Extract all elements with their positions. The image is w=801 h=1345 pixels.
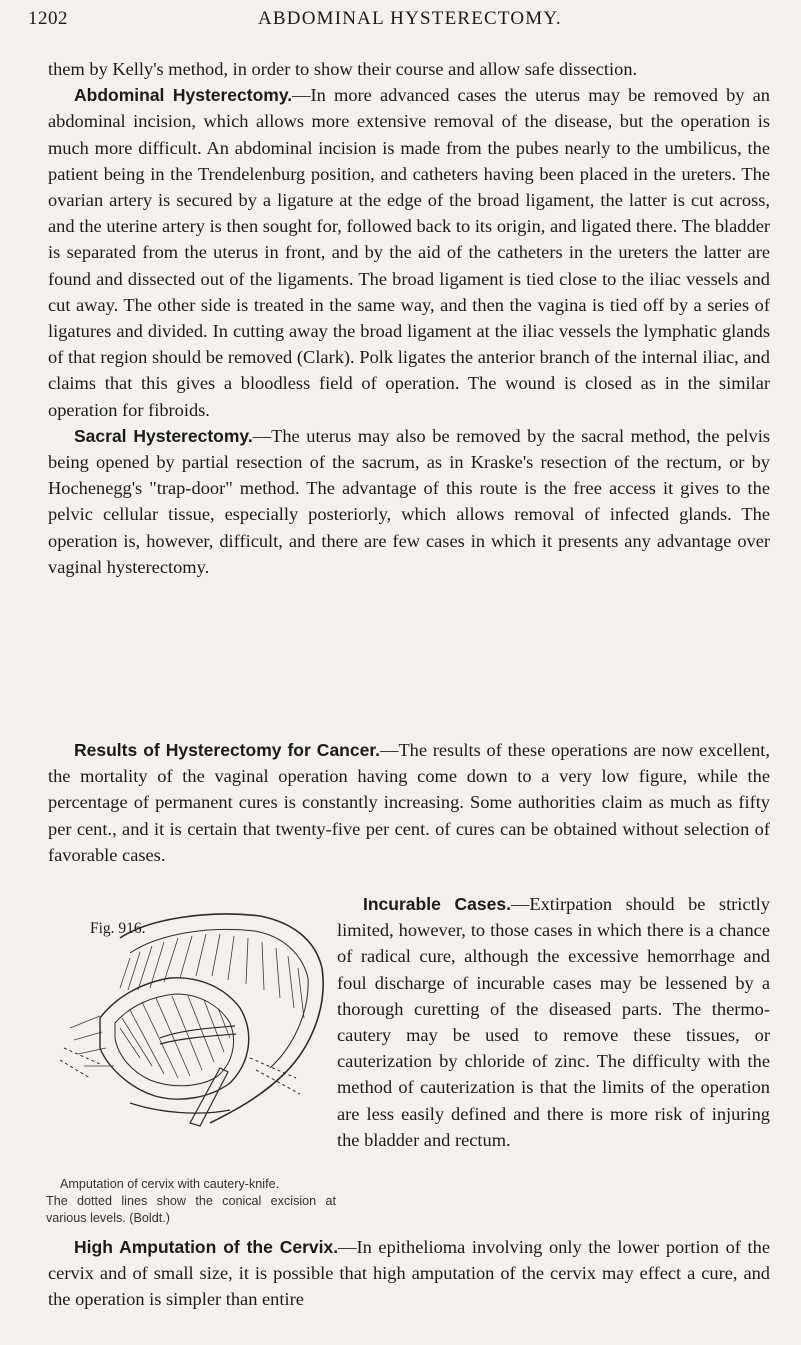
- running-title: ABDOMINAL HYSTERECTOMY.: [258, 8, 562, 29]
- cervix-amputation-engraving: [60, 898, 336, 1128]
- heading-results: Results of Hysterectomy for Cancer.: [74, 740, 381, 760]
- figure-caption: [46, 1176, 336, 1227]
- page-number: 1202: [28, 8, 68, 29]
- main-text-beside-figure: [337, 891, 770, 1153]
- heading-sacral: Sacral Hysterectomy.: [74, 425, 253, 446]
- main-text-results: [48, 737, 770, 889]
- caption-line-1: Amputation of cervix with cautery-knife.: [60, 1177, 280, 1191]
- paragraph-results: [48, 737, 770, 889]
- heading-incurable: Incurable Cases.: [363, 894, 511, 914]
- text-abdominal: —In more advanced cases the uterus may be removed by an abdominal incision, which allows more extensive removal of the disease, but the operation is much more difficult. An abdominal incision is made from the pubes nearly to the umbilicus, the patient being in the Trendelenburg position, and catheters having been placed in the ureters. The ovarian artery is secured by a ligature at the edge of the broad ligament, the latter is cut across, and the uterine artery is then sought for, followed back to its origin, and ligated there. The bladder is separated from the uterus in front, and by the aid of the catheters in the ureters the latter are found and dissected out of the ligaments. The broad ligament is tied close to the iliac vessels and cut away. The other side is treated in the same way, and then the vagina is tied off by a series of ligatures and divided. In cutting away the broad ligament at the iliac vessels the lymphatic glands of that region should be removed (Clark). Polk ligates the anterior branch of the internal iliac, and claims that this gives a bloodless field of operation. The wound is closed as in the similar operation for fibroids.: [48, 85, 770, 420]
- running-head: [28, 6, 781, 36]
- paragraph-continuation: them by Kelly's method, in order to show their course and allow safe dissection.: [48, 59, 638, 79]
- text-incurable: —Extirpation should be strictly limited, however, to those cases in which there is a chance of radical cure, although the excessive hemorrhage and foul discharge of incurable cases may be lessened by a thorough curetting of the diseased parts. The thermo-cautery may be used to remove these tissues, or cauterization by chloride of zinc. The difficulty with the method of cauterization is that the limits of the operation are less easily defined and there is more risk of injuring the bladder and rectum.: [337, 894, 770, 1150]
- caption-line-2: The dotted lines show the conical excision at various levels. (Boldt.): [46, 1194, 336, 1225]
- heading-high-amputation: High Amputation of the Cervix.: [74, 1237, 339, 1257]
- text-results: —The results of these operations are now excellent, the mortality of the vaginal operation having come down to a very low figure, while the percentage of permanent cures is constantly increasing. Some authorities claim as much as fifty per cent., and it is certain that twenty-five per cent. of cures can be obtained without selection of favorable cases.: [48, 740, 770, 865]
- main-text-top: [48, 56, 770, 580]
- paragraph-sacral: [48, 423, 770, 580]
- paragraph-incurable: [337, 891, 770, 1153]
- main-text-bottom: [48, 1234, 770, 1313]
- heading-abdominal: Abdominal Hysterectomy.: [74, 85, 293, 106]
- figure-label: Fig. 916.: [90, 920, 146, 937]
- paragraph-high-amputation: [48, 1234, 770, 1313]
- figure-illustration: [60, 898, 336, 1128]
- text-high-amputation: —In epithelioma involving only the lower portion of the cervix and of small size, it is possible that high amputation of the cervix may effect a cure, and the operation is simpler than entire: [48, 1237, 770, 1310]
- text-sacral: —The uterus may also be removed by the sacral method, the pelvis being opened by partial resection of the sacrum, as in Kraske's resection of the rectum, or by Hochenegg's "trap-door" method. The advantage of this route is the free access it gives to the pelvic cellular tissue, especially posteriorly, which allows removal of infected glands. The operation is, however, difficult, and there are few cases in which it presents any advantage over vaginal hysterectomy.: [48, 425, 770, 577]
- paragraph-abdominal: [48, 82, 770, 423]
